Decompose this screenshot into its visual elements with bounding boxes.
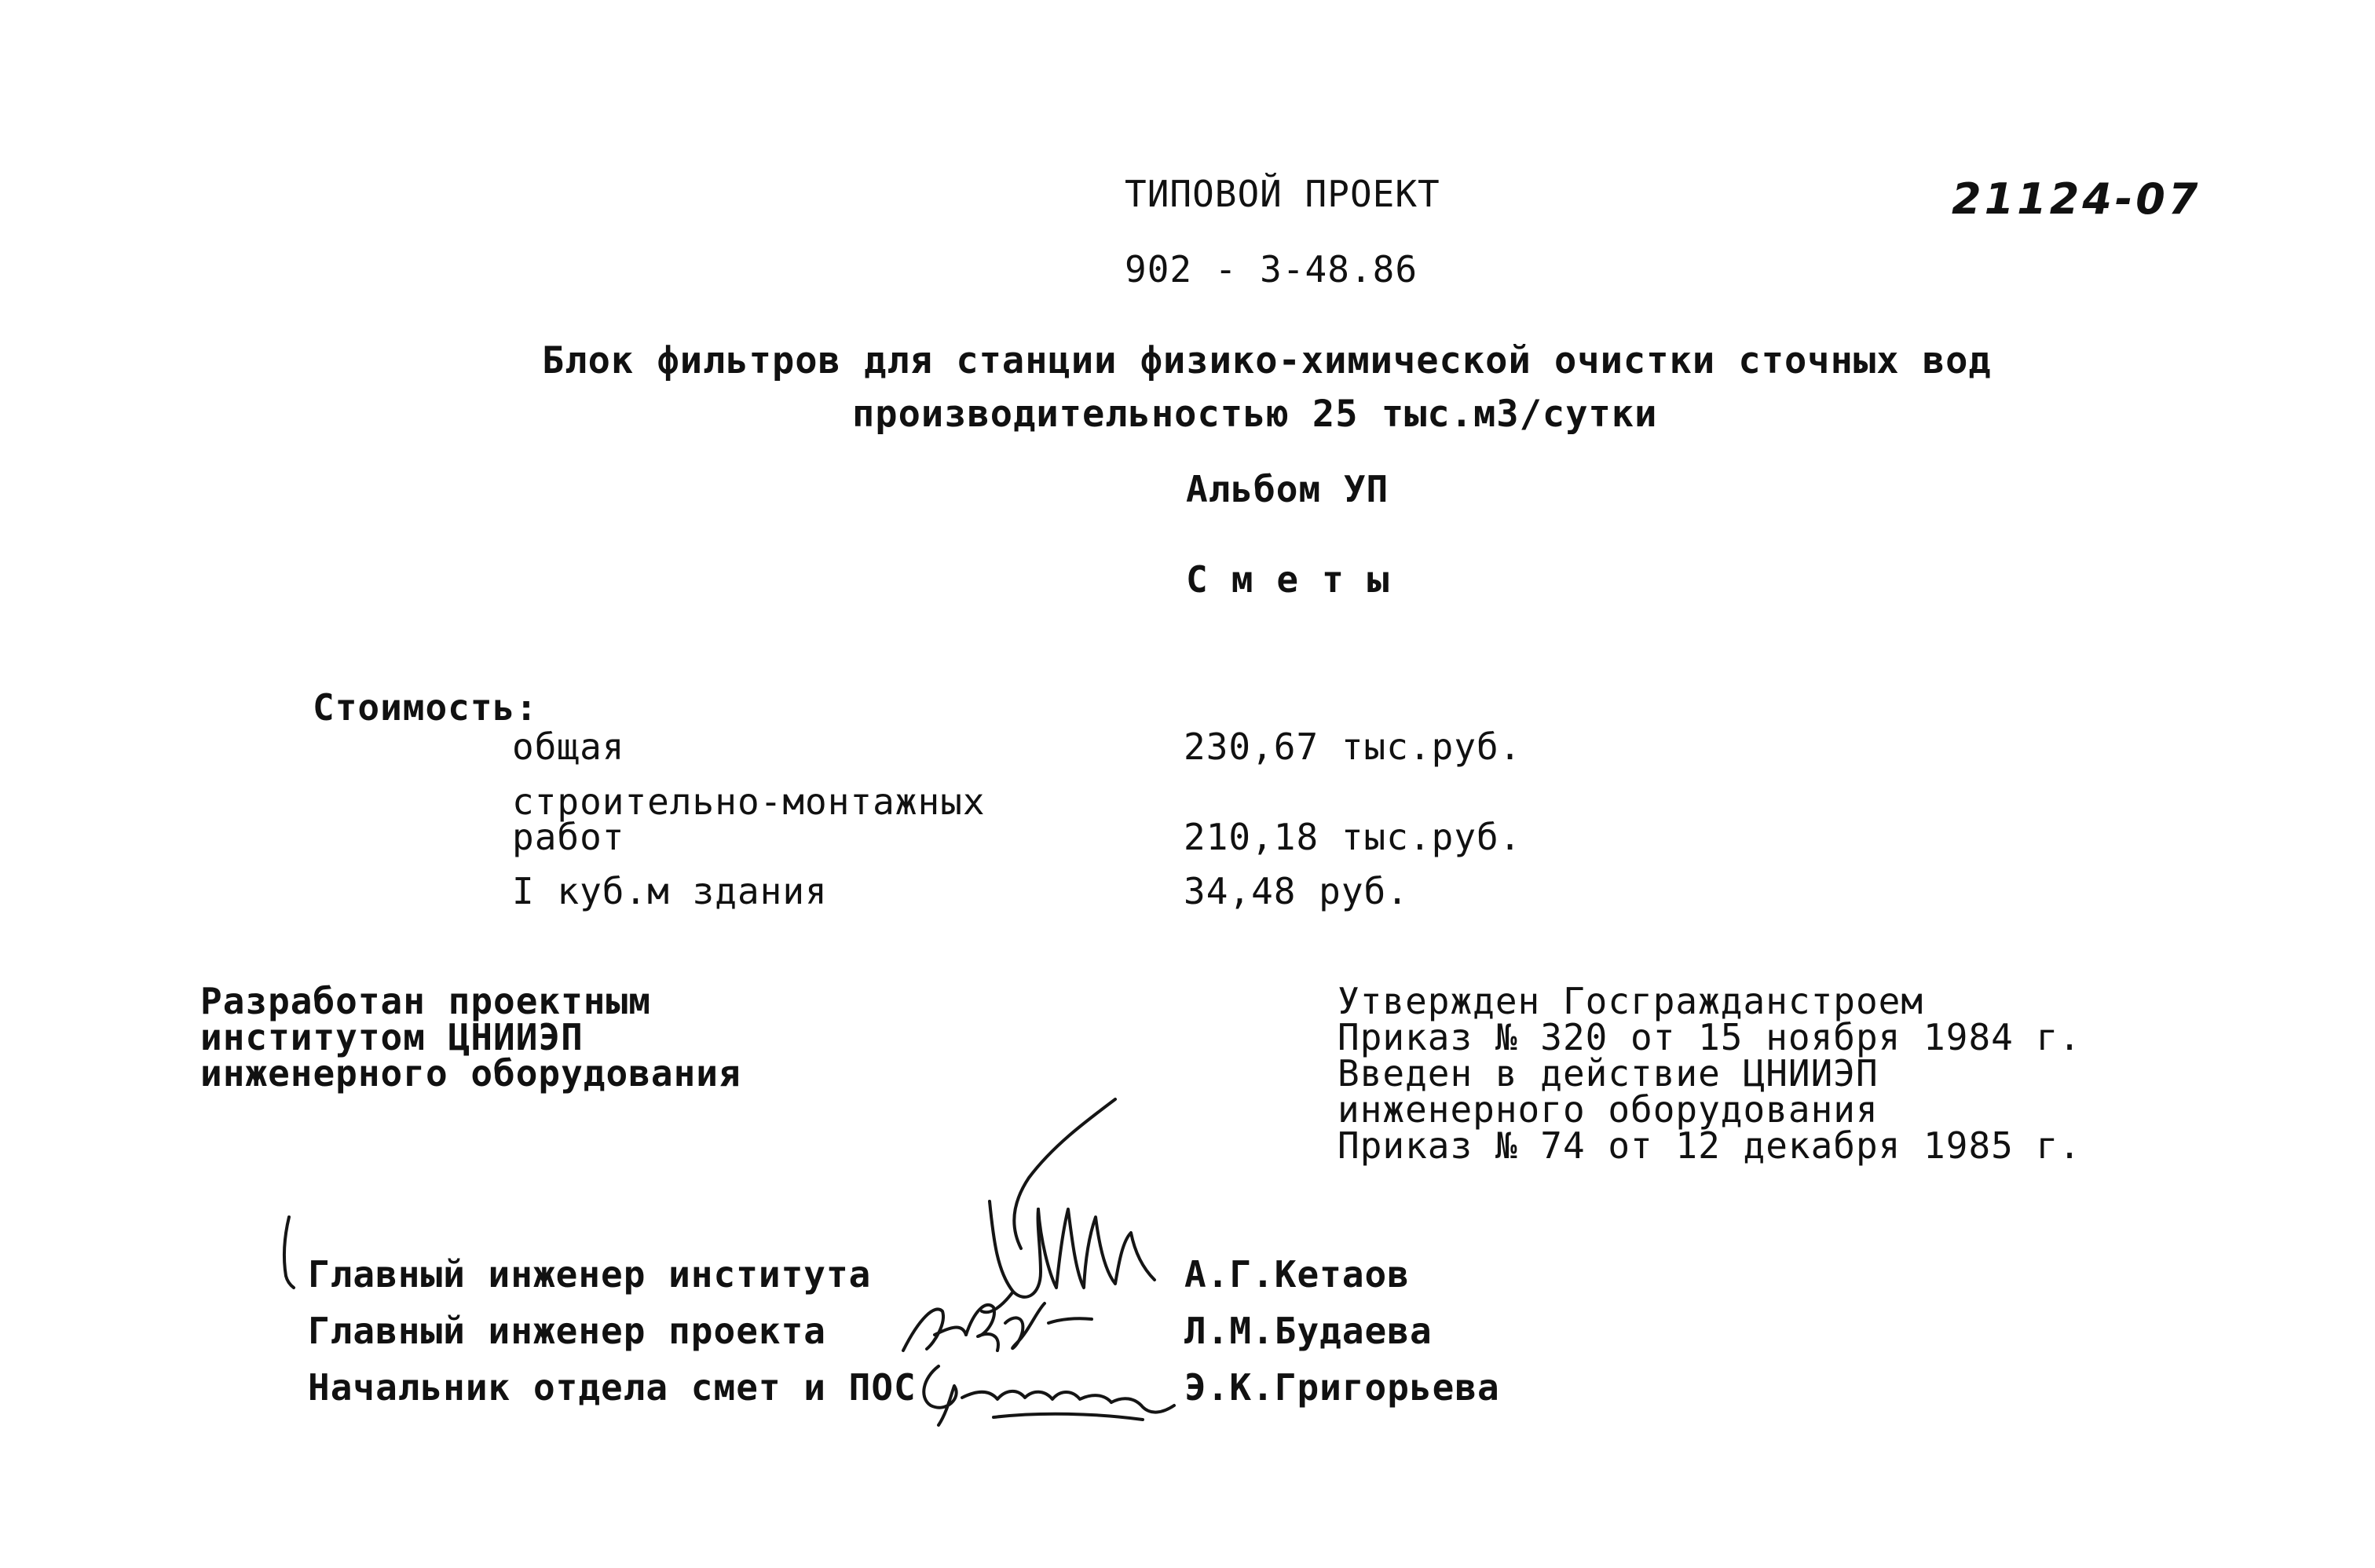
title-line-2: производительностью 25 тыс.м3/сутки: [852, 393, 1658, 436]
cost-construction-label-line2: работ: [512, 816, 625, 858]
developer-line-3: инженерного оборудования: [200, 1052, 741, 1095]
signatory-position-3: Начальник отдела смет и ПОС: [308, 1366, 917, 1409]
approval-line-5: Приказ № 74 от 12 декабря 1985 г.: [1338, 1124, 2081, 1167]
approval-line-4: инженерного оборудования: [1338, 1088, 1879, 1131]
cost-per-m3-label: I куб.м здания: [512, 870, 828, 912]
cost-per-m3-value: 34,48 руб.: [1184, 870, 1409, 912]
developer-line-1: Разработан проектным: [200, 980, 651, 1022]
signatory-name-1: А.Г.Кетаов: [1184, 1253, 1410, 1296]
signatory-name-3: Э.К.Григорьева: [1184, 1366, 1500, 1409]
signature-chief-engineer-institute: [966, 1091, 1186, 1319]
approval-line-2: Приказ № 320 от 15 ноября 1984 г.: [1338, 1016, 2081, 1058]
cost-heading: Стоимость:: [313, 686, 538, 729]
signatory-name-2: Л.М.Будаева: [1184, 1310, 1433, 1352]
cost-construction-value: 210,18 тыс.руб.: [1184, 816, 1522, 858]
doc-type-heading: ТИПОВОЙ ПРОЕКТ: [1125, 173, 1440, 215]
section-label: Сметы: [1186, 558, 1413, 601]
project-code: 902 - 3-48.86: [1125, 248, 1418, 291]
cost-total-label: общая: [512, 726, 625, 768]
signature-head-estimates-department: [907, 1351, 1190, 1437]
album-label: Альбом УП: [1186, 468, 1389, 510]
approval-line-3: Введен в действие ЦНИИЭП: [1338, 1052, 1879, 1095]
cost-construction-label-line1: строительно-монтажных: [512, 780, 986, 823]
cost-total-value: 230,67 тыс.руб.: [1184, 726, 1522, 768]
signatory-position-2: Главный инженер проекта: [308, 1310, 826, 1352]
archive-number: 21124-07: [1952, 174, 2201, 224]
signatory-position-1: Главный инженер института: [308, 1253, 872, 1296]
developer-line-2: институтом ЦНИИЭП: [200, 1016, 584, 1058]
margin-mark: [276, 1213, 300, 1292]
title-line-1: Блок фильтров для станции физико-химической очистки сточных вод: [542, 339, 1992, 382]
approval-line-1: Утвержден Госгражданстроем: [1338, 980, 1924, 1022]
